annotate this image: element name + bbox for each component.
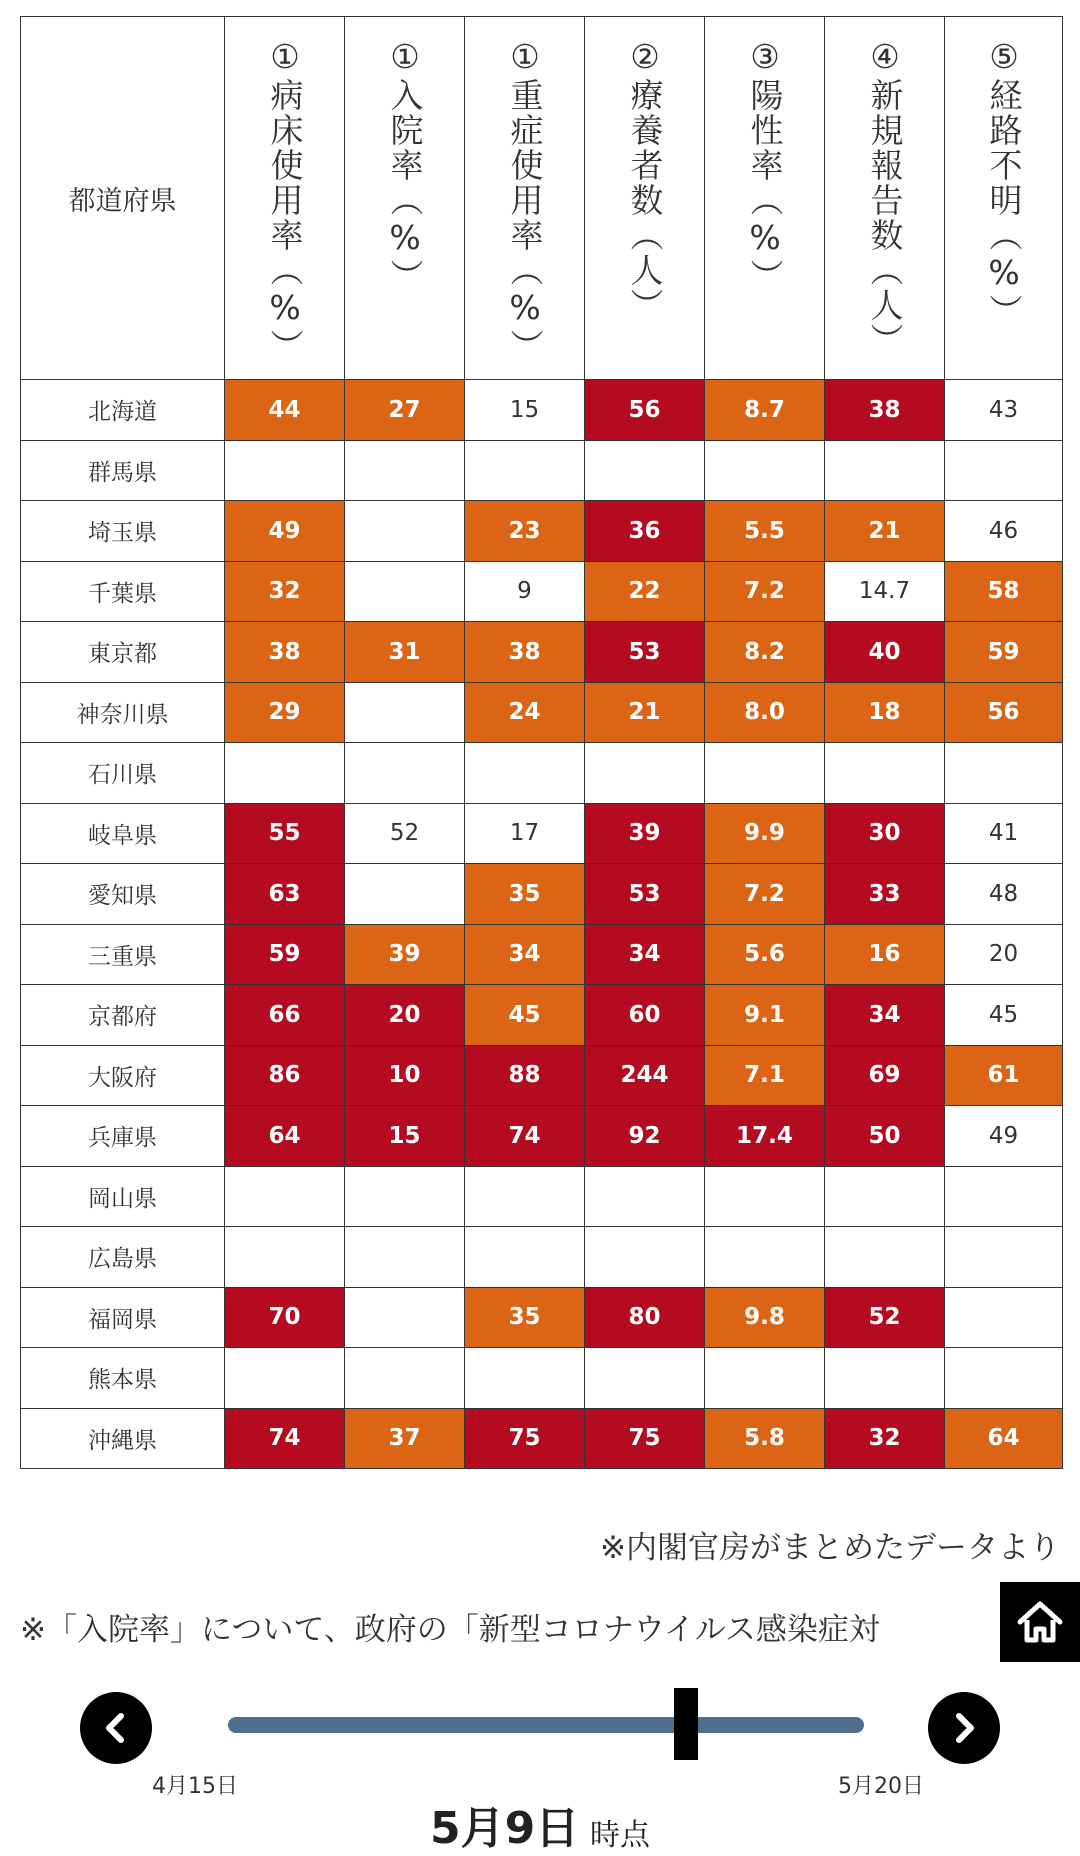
indicator-cell xyxy=(705,743,825,804)
table-row xyxy=(21,622,1063,683)
indicator-cell: 7.1 xyxy=(705,1045,825,1106)
table-row xyxy=(21,380,1063,441)
column-header-severe-bed-usage xyxy=(465,17,585,380)
prefecture-name: 沖縄県 xyxy=(21,1408,225,1469)
indicator-cell xyxy=(825,743,945,804)
indicator-cell: 55 xyxy=(225,803,345,864)
indicator-cell: 8.2 xyxy=(705,622,825,683)
indicator-cell: 52 xyxy=(345,803,465,864)
indicator-cell xyxy=(585,743,705,804)
indicator-cell: 22 xyxy=(585,561,705,622)
indicator-cell xyxy=(705,1348,825,1409)
prefecture-name: 埼玉県 xyxy=(21,501,225,562)
indicator-cell xyxy=(225,1166,345,1227)
current-date-label: 5月9日 xyxy=(430,1803,580,1854)
indicator-cell xyxy=(945,1227,1063,1288)
indicator-cell xyxy=(345,501,465,562)
table-row xyxy=(21,1045,1063,1106)
indicator-cell: 46 xyxy=(945,501,1063,562)
prefecture-name: 京都府 xyxy=(21,985,225,1046)
indicator-cell xyxy=(345,743,465,804)
indicator-cell: 33 xyxy=(825,864,945,925)
indicator-cell: 9.1 xyxy=(705,985,825,1046)
prefecture-name: 千葉県 xyxy=(21,561,225,622)
column-header-label: ④新規報告数（人） xyxy=(865,37,905,358)
indicator-cell xyxy=(945,743,1063,804)
indicator-cell: 58 xyxy=(945,561,1063,622)
prefecture-name: 兵庫県 xyxy=(21,1106,225,1167)
indicator-cell xyxy=(345,1287,465,1348)
indicator-cell: 53 xyxy=(585,622,705,683)
indicator-cell xyxy=(825,1348,945,1409)
indicator-cell: 49 xyxy=(225,501,345,562)
column-header-admission-rate xyxy=(345,17,465,380)
indicator-cell: 36 xyxy=(585,501,705,562)
indicator-cell: 32 xyxy=(825,1408,945,1469)
prefecture-name: 岐阜県 xyxy=(21,803,225,864)
prefecture-name: 東京都 xyxy=(21,622,225,683)
table-row xyxy=(21,501,1063,562)
table-row xyxy=(21,743,1063,804)
home-icon xyxy=(1016,1600,1064,1644)
prefecture-name: 熊本県 xyxy=(21,1348,225,1409)
indicator-cell: 66 xyxy=(225,985,345,1046)
table-header-row xyxy=(21,17,1063,380)
column-header-label: ③陽性率（%） xyxy=(745,37,785,294)
indicator-table xyxy=(20,16,1063,1469)
indicator-cell xyxy=(825,1166,945,1227)
indicator-cell xyxy=(225,440,345,501)
table-row xyxy=(21,864,1063,925)
source-note: ※内閣官房がまとめたデータより xyxy=(600,1530,1060,1566)
indicator-cell xyxy=(465,1166,585,1227)
table-row xyxy=(21,803,1063,864)
prefecture-name: 広島県 xyxy=(21,1227,225,1288)
indicator-cell: 40 xyxy=(825,622,945,683)
indicator-cell xyxy=(945,1348,1063,1409)
prefecture-header: 都道府県 xyxy=(21,17,225,380)
indicator-cell: 21 xyxy=(585,682,705,743)
indicator-cell: 17.4 xyxy=(705,1106,825,1167)
indicator-cell xyxy=(945,440,1063,501)
indicator-cell xyxy=(465,743,585,804)
indicator-cell: 52 xyxy=(825,1287,945,1348)
timeline-slider-track[interactable] xyxy=(228,1717,864,1733)
indicator-cell: 20 xyxy=(945,924,1063,985)
indicator-cell xyxy=(585,1166,705,1227)
table-row xyxy=(21,1408,1063,1469)
chevron-right-icon xyxy=(947,1711,981,1745)
indicator-cell: 9 xyxy=(465,561,585,622)
table-row xyxy=(21,440,1063,501)
indicator-cell: 88 xyxy=(465,1045,585,1106)
indicator-cell xyxy=(345,1348,465,1409)
indicator-cell: 32 xyxy=(225,561,345,622)
table-row xyxy=(21,682,1063,743)
indicator-cell: 10 xyxy=(345,1045,465,1106)
indicator-cell: 49 xyxy=(945,1106,1063,1167)
indicator-cell: 53 xyxy=(585,864,705,925)
indicator-cell xyxy=(225,1227,345,1288)
column-header-bed-usage xyxy=(225,17,345,380)
column-header-unknown-route xyxy=(945,17,1063,380)
indicator-cell: 35 xyxy=(465,1287,585,1348)
indicator-cell: 21 xyxy=(825,501,945,562)
prefecture-name: 大阪府 xyxy=(21,1045,225,1106)
indicator-cell: 48 xyxy=(945,864,1063,925)
indicator-cell: 5.6 xyxy=(705,924,825,985)
indicator-cell: 8.0 xyxy=(705,682,825,743)
table-row xyxy=(21,1227,1063,1288)
indicator-cell xyxy=(585,440,705,501)
prefecture-name: 岡山県 xyxy=(21,1166,225,1227)
table-row xyxy=(21,1106,1063,1167)
next-date-button[interactable] xyxy=(928,1692,1000,1764)
indicator-cell: 43 xyxy=(945,380,1063,441)
indicator-cell: 7.2 xyxy=(705,864,825,925)
column-header-label: ②療養者数（人） xyxy=(625,37,665,323)
column-header-label: ①重症使用率（%） xyxy=(505,37,545,364)
prefecture-name: 石川県 xyxy=(21,743,225,804)
table-row xyxy=(21,1348,1063,1409)
indicator-cell: 5.8 xyxy=(705,1408,825,1469)
indicator-cell: 75 xyxy=(465,1408,585,1469)
indicator-cell: 41 xyxy=(945,803,1063,864)
prefecture-name: 福岡県 xyxy=(21,1287,225,1348)
indicator-cell: 59 xyxy=(225,924,345,985)
indicator-cell xyxy=(345,561,465,622)
indicator-cell: 8.7 xyxy=(705,380,825,441)
indicator-cell: 39 xyxy=(585,803,705,864)
indicator-cell xyxy=(585,1227,705,1288)
indicator-cell: 45 xyxy=(945,985,1063,1046)
indicator-cell: 59 xyxy=(945,622,1063,683)
indicator-cell: 34 xyxy=(465,924,585,985)
timeline-end-date: 5月20日 xyxy=(838,1774,924,1799)
indicator-cell: 60 xyxy=(585,985,705,1046)
indicator-cell: 69 xyxy=(825,1045,945,1106)
column-header-label: ①病床使用率（%） xyxy=(265,37,305,364)
indicator-cell xyxy=(345,682,465,743)
indicator-cell: 27 xyxy=(345,380,465,441)
indicator-cell: 5.5 xyxy=(705,501,825,562)
column-header-label: ⑤経路不明（%） xyxy=(984,37,1024,329)
timeline-start-date: 4月15日 xyxy=(152,1774,238,1799)
indicator-cell: 37 xyxy=(345,1408,465,1469)
prefecture-name: 愛知県 xyxy=(21,864,225,925)
table-row xyxy=(21,561,1063,622)
indicator-cell xyxy=(465,1348,585,1409)
table-row xyxy=(21,1287,1063,1348)
indicator-cell xyxy=(705,1227,825,1288)
admission-rate-note: ※「入院率」について、政府の「新型コロナウイルス感染症対 xyxy=(20,1612,880,1648)
indicator-cell: 20 xyxy=(345,985,465,1046)
indicator-cell xyxy=(585,1348,705,1409)
indicator-cell: 63 xyxy=(225,864,345,925)
indicator-cell: 86 xyxy=(225,1045,345,1106)
prefecture-name: 三重県 xyxy=(21,924,225,985)
indicator-cell: 31 xyxy=(345,622,465,683)
indicator-cell xyxy=(465,440,585,501)
indicator-cell: 14.7 xyxy=(825,561,945,622)
indicator-cell: 24 xyxy=(465,682,585,743)
indicator-cell: 23 xyxy=(465,501,585,562)
indicator-cell: 64 xyxy=(945,1408,1063,1469)
indicator-cell xyxy=(345,864,465,925)
indicator-cell: 45 xyxy=(465,985,585,1046)
indicator-cell xyxy=(225,743,345,804)
indicator-cell: 9.9 xyxy=(705,803,825,864)
indicator-cell: 92 xyxy=(585,1106,705,1167)
indicator-cell: 30 xyxy=(825,803,945,864)
indicator-cell: 34 xyxy=(585,924,705,985)
indicator-cell: 34 xyxy=(825,985,945,1046)
indicator-cell xyxy=(825,1227,945,1288)
indicator-cell: 50 xyxy=(825,1106,945,1167)
chevron-left-icon xyxy=(99,1711,133,1745)
indicator-cell xyxy=(345,1166,465,1227)
column-header-patients-under-care xyxy=(585,17,705,380)
indicator-cell: 17 xyxy=(465,803,585,864)
column-header-new-cases xyxy=(825,17,945,380)
indicator-cell xyxy=(705,440,825,501)
indicator-cell: 18 xyxy=(825,682,945,743)
indicator-cell: 75 xyxy=(585,1408,705,1469)
indicator-cell: 38 xyxy=(465,622,585,683)
indicator-cell: 15 xyxy=(345,1106,465,1167)
timeline-slider-handle[interactable] xyxy=(674,1688,698,1760)
indicator-cell: 38 xyxy=(825,380,945,441)
indicator-cell xyxy=(945,1287,1063,1348)
indicator-cell: 44 xyxy=(225,380,345,441)
indicator-cell: 74 xyxy=(465,1106,585,1167)
prefecture-name: 神奈川県 xyxy=(21,682,225,743)
indicator-cell: 15 xyxy=(465,380,585,441)
indicator-cell: 64 xyxy=(225,1106,345,1167)
home-button[interactable] xyxy=(1000,1582,1080,1662)
indicator-cell xyxy=(945,1166,1063,1227)
indicator-cell xyxy=(465,1227,585,1288)
indicator-cell: 16 xyxy=(825,924,945,985)
indicator-cell: 39 xyxy=(345,924,465,985)
indicator-cell xyxy=(705,1166,825,1227)
indicator-cell: 56 xyxy=(945,682,1063,743)
indicator-cell: 61 xyxy=(945,1045,1063,1106)
indicator-cell xyxy=(825,440,945,501)
indicator-cell xyxy=(345,1227,465,1288)
indicator-cell: 29 xyxy=(225,682,345,743)
indicator-cell: 244 xyxy=(585,1045,705,1106)
prefecture-name: 北海道 xyxy=(21,380,225,441)
indicator-cell: 9.8 xyxy=(705,1287,825,1348)
indicator-cell xyxy=(345,440,465,501)
indicator-cell xyxy=(225,1348,345,1409)
table-row xyxy=(21,985,1063,1046)
indicator-cell: 70 xyxy=(225,1287,345,1348)
table-row xyxy=(21,924,1063,985)
column-header-positivity-rate xyxy=(705,17,825,380)
indicator-cell: 38 xyxy=(225,622,345,683)
indicator-cell: 74 xyxy=(225,1408,345,1469)
as-of-label: 時点 xyxy=(590,1818,650,1853)
indicator-cell: 80 xyxy=(585,1287,705,1348)
table-row xyxy=(21,1166,1063,1227)
column-header-label: ①入院率（%） xyxy=(385,37,425,294)
prefecture-name: 群馬県 xyxy=(21,440,225,501)
previous-date-button[interactable] xyxy=(80,1692,152,1764)
indicator-cell: 35 xyxy=(465,864,585,925)
indicator-cell: 7.2 xyxy=(705,561,825,622)
indicator-cell: 56 xyxy=(585,380,705,441)
